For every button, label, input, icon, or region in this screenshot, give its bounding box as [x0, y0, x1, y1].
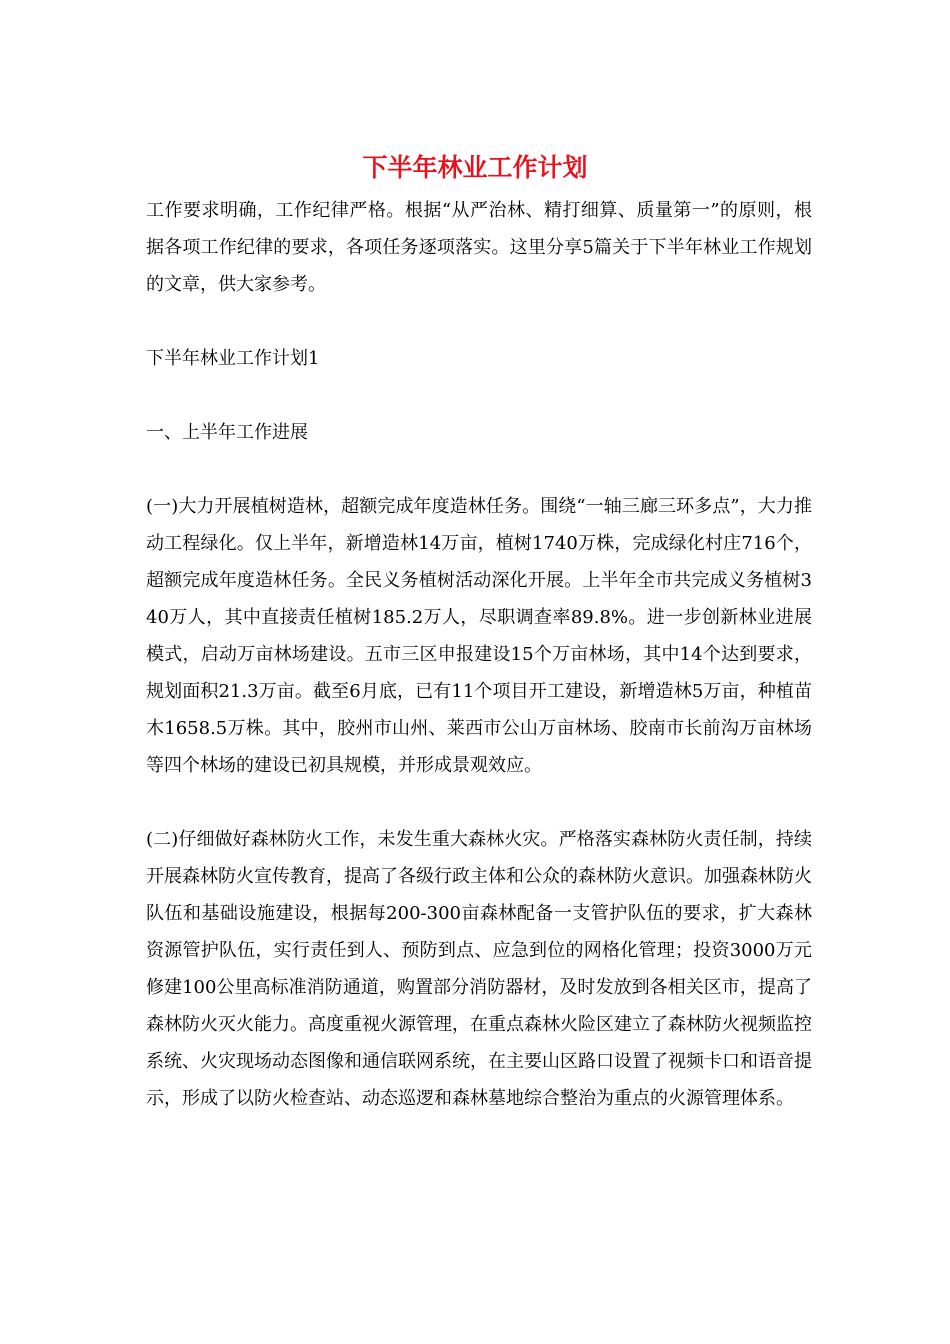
intro-paragraph: 工作要求明确，工作纪律严格。根据“从严治林、精打细算、质量第一”的原则，根据各项工作纪律的要求，各项任务逐项落实。这里分享5篇关于下半年林业工作规划的文章，供大家参考。	[146, 200, 812, 295]
afforestation-paragraph: (一)大力开展植树造林，超额完成年度造林任务。围绕“一轴三廊三环多点”，大力推动工程绿化。仅上半年，新增造林14万亩，植树1740万株，完成绿化村庄716个，超额完成年度造林任务。全民义务植树活动深化开展。上半年全市共完成义务植树340万人，其中直接责任植树185.2万人，尽职调查率89.8%。进一步创新林业进展模式，启动万亩林场建设。五市三区申报建设15个万亩林场，其中14个达到要求，规划面积21.3万亩。截至6月底，已有11个项目开工建设，新增造林5万亩，种植苗木1658.5万株。其中，胶州市山州、莱西市公山万亩林场、胶南市长前沟万亩林场等四个林场的建设已初具规模，并形成景观效应。	[146, 496, 812, 776]
section-heading-progress: 一、上半年工作进展	[146, 422, 308, 443]
paragraph-spacer	[146, 784, 812, 821]
paragraph-spacer	[146, 451, 812, 488]
document-body	[146, 192, 812, 1117]
paragraph-spacer	[146, 377, 812, 414]
document-title: 下半年林业工作计划	[362, 153, 588, 182]
section-heading-plan-1: 下半年林业工作计划1	[146, 348, 320, 369]
fire-prevention-paragraph: (二)仔细做好森林防火工作，未发生重大森林火灾。严格落实森林防火责任制，持续开展森林防火宣传教育，提高了各级行政主体和公众的森林防火意识。加强森林防火队伍和基础设施建设，根据每200-300亩森林配备一支管护队伍的要求，扩大森林资源管护队伍，实行责任到人、预防到点、应急到位的网格化管理；投资3000万元修建100公里高标准消防通道，购置部分消防器材，及时发放到各相关区市，提高了森林防火灭火能力。高度重视火源管理，在重点森林火险区建立了森林防火视频监控系统、火灾现场动态图像和通信联网系统，在主要山区路口设置了视频卡口和语音提示，形成了以防火检查站、动态巡逻和森林墓地综合整治为重点的火源管理体系。	[146, 829, 812, 1109]
paragraph-spacer	[146, 303, 812, 340]
